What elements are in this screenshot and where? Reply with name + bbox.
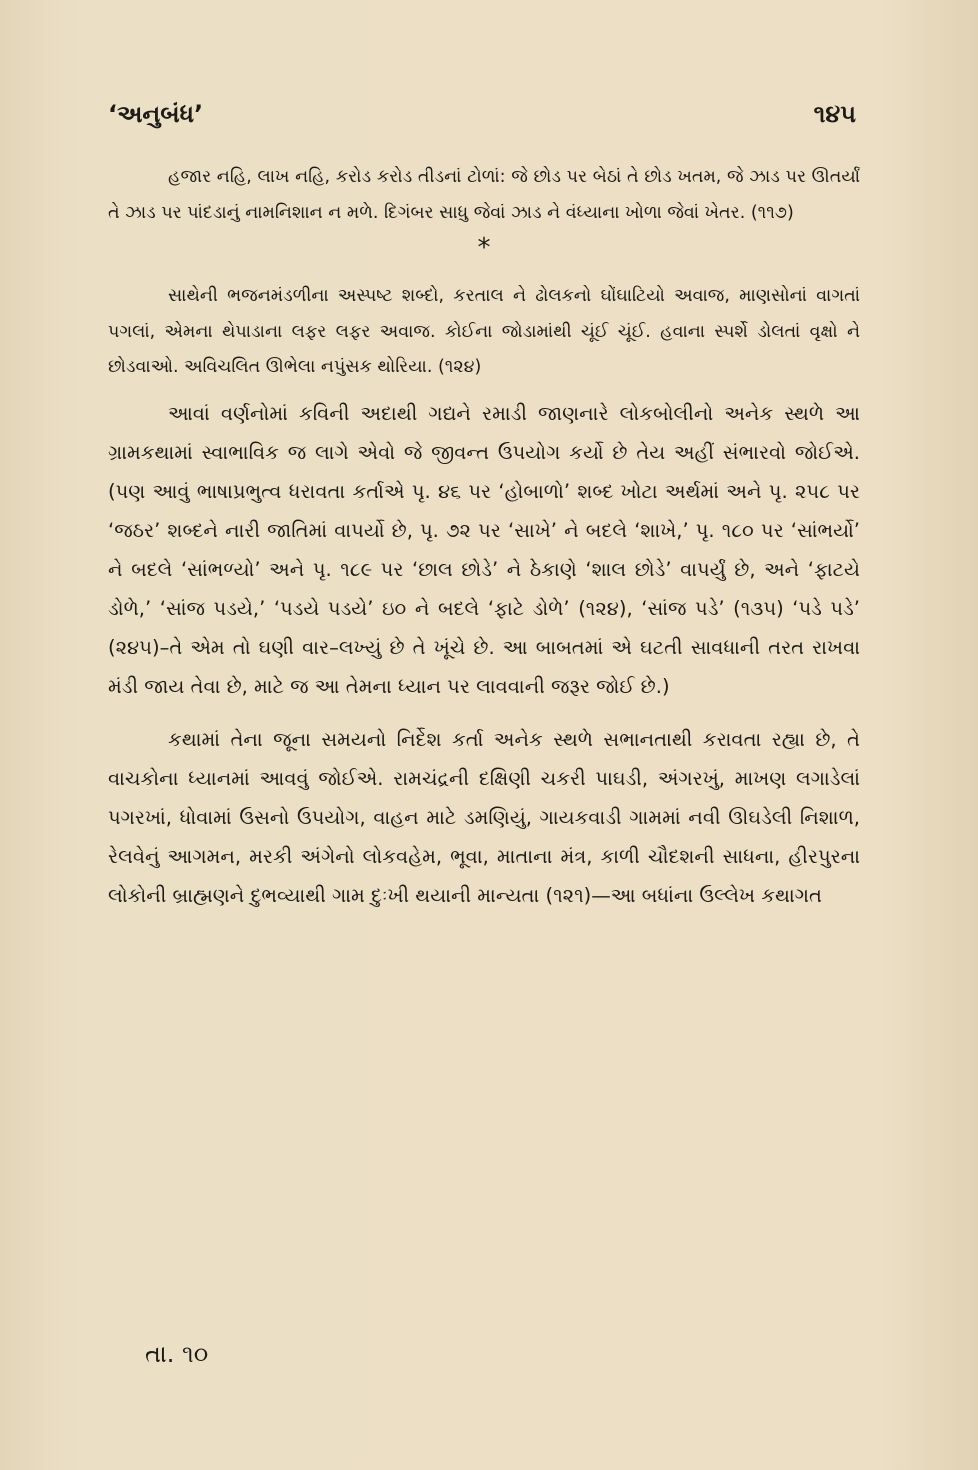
running-head: ‘અનુબંધ’ [108,100,204,128]
body-paragraph-1: આવાં વર્ણનોમાં કવિની અદાથી ગદ્યને રમાડી જાણનારે લોકબોલીનો અનેક સ્થળે આ ગ્રામકથામાં સ્વાભાવિક જ લાગે એવો જે જીવન્ત ઉપયોગ કર્યો છે તેય અહીં સંભારવો જોઈએ. (પણ આવું ભાષાપ્રભુત્વ ધરાવતા કર્તાએ પૃ. ૪૬ પર ‘હોબાળો’ શબ્દ ખોટા અર્થમાં અને પૃ. ૨૫૮ પર ‘જઠર’ શબ્દને નારી જાતિમાં વાપર્યો છે, પૃ. ૭૨ પર ‘સાખે’ ને બદલે ‘શાખે,’ પૃ. ૧૮૦ પર ‘સાંભર્યો’ ને બદલે ‘સાંભળ્યો’ અને પૃ. ૧૮૯ પર ‘છાલ છોડે’ ને ઠેકાણે ‘શાલ છોડે’ વાપર્યું છે, અને ‘ફાટયે ડોળે,’ ‘સાંજ પડયે,’ ‘પડયે પડયે’ ઇ૦ ને બદલે ‘ફાટે ડોળે’ (૧૨૪), ‘સાંજ પડે’ (૧૩૫) ‘પડે પડે’ (૨૪૫)–તે એમ તો ઘણી વાર–લખ્યું છે તે ખૂંચે છે. આ બાબતમાં એ ઘટતી સાવધાની તરત રાખવા મંડી જાય તેવા છે, માટે જ આ તેમના ધ્યાન પર લાવવાની જરૂર જોઈ છે.) [108,401,860,698]
page-header [108,100,856,140]
body-paragraph-2: કથામાં તેના જૂના સમયનો નિર્દેશ કર્તા અનેક સ્થળે સભાનતાથી કરાવતા રહ્યા છે, તે વાચકોના ધ્યાનમાં આવવું જોઈએ. રામચંદ્રની દક્ષિણી ચકરી પાઘડી, અંગરખું, માખણ લગાડેલાં પગરખાં, ધોવામાં ઉસનો ઉપયોગ, વાહન માટે ડમણિયું, ગાયકવાડી ગામમાં નવી ઊઘડેલી નિશાળ, રેલવેનું આગમન, મરકી અંગેનો લોકવહેમ, ભૂવા, માતાના મંત્ર, કાળી ચૌદશની સાધના, હીરપુરના લોકોની બ્રાહ્મણને દુભવ્યાથી ગામ દુઃખી થયાની માન્યતા (૧૨૧)—આ બધાંના ઉલ્લેખ કથાગત [108,727,860,907]
page-number: ૧૪૫ [813,100,856,128]
page-body [108,160,860,915]
asterisk-separator: * [477,233,491,263]
quoted-passage-1: હજાર નહિ, લાખ નહિ, કરોડ કરોડ તીડનાં ટોળાં: જે છોડ પર બેઠાં તે છોડ ખતમ, જે ઝાડ પર ઊતર્યાં તે ઝાડ પર પાંદડાનું નામનિશાન ન મળે. દિગંબર સાધુ જેવાં ઝાડ ને વંધ્યાના ખોળા જેવાં ખેતર. (૧૧૭) [108,167,860,223]
signature-mark: તા. ૧૦ [145,1340,209,1368]
quoted-passage-2: સાથેની ભજનમંડળીના અસ્પષ્ટ શબ્દો, કરતાલ ને ઢોલકનો ઘોંઘાટિયો અવાજ, માણસોનાં વાગતાં પગલાં, એમના થેપાડાના લફર લફર અવાજ. કોઈના જોડામાંથી ચૂંઈ ચૂંઈ. હવાના સ્પર્શે ડોલતાં વૃક્ષો ને છોડવાઓ. અવિચલિત ઊભેલા નપુંસક થોરિયા. (૧૨૪) [108,286,860,377]
